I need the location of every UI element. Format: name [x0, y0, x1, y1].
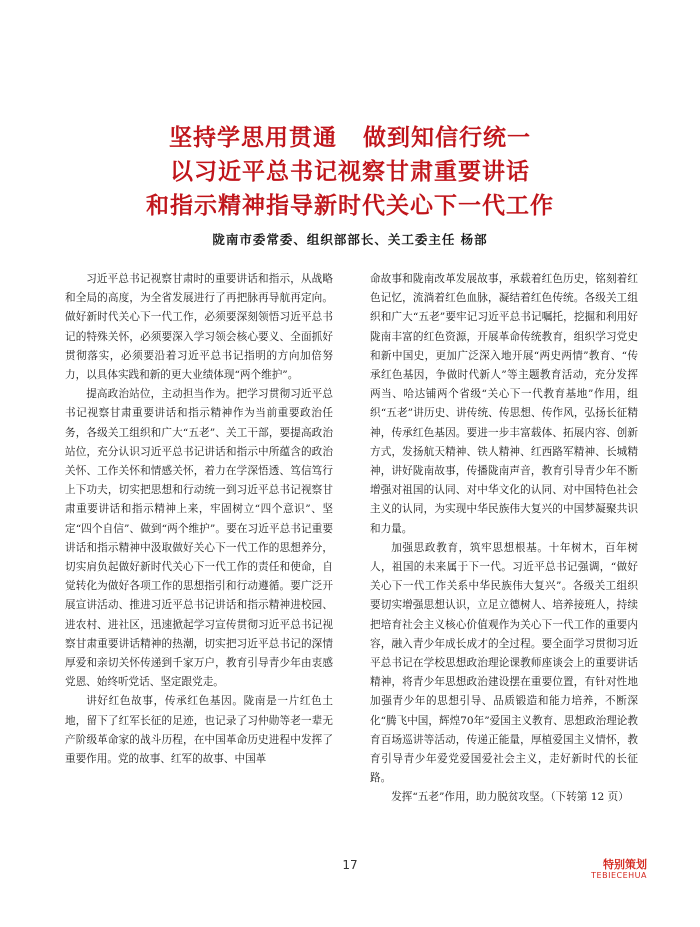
right-column — [370, 270, 638, 808]
page-number: 17 — [342, 858, 358, 872]
title-line-1-part-a: 坚持学思用贯通 — [169, 124, 337, 151]
section-name: 特别策划 — [603, 858, 647, 871]
section-brand — [591, 858, 647, 881]
section-name-pinyin: TEBIECEHUA — [591, 871, 647, 880]
paragraph: 习近平总书记视察甘肃时的重要讲话和指示，从战略和全局的高度，为全省发展进行了再把脉再导航再定向。做好新时代关心下一代工作，必须要深刻领悟习近平总书记的特殊关怀，必须要深入学习领会核心要义、全面抓好贯彻落实，必须要沿着习近平总书记指明的方向加倍努力，以具体实践和新的更大业绩体现“两个维护”。 — [65, 273, 333, 382]
paragraph: 提高政治站位，主动担当作为。把学习贯彻习近平总书记视察甘肃重要讲话和指示精神作为当前重要政治任务，各级关工组织和广大“五老”、关工干部，要提高政治站位，充分认识习近平总书记讲话和指示中所蕴含的政治关怀、工作关怀和情感关怀，着力在学深悟透、笃信笃行上下功夫，切实把思想和行动统一到习近平总书记视察甘肃重要讲话和指示精神上来，牢固树立“四个意识”、坚定“四个自信”、做到“两个维护”。要在习近平总书记重要讲话和指示精神中汲取做好关心下一代工作的思想养分，切实肩负起做好新时代关心下一代工作的责任和使命，自觉转化为做好各项工作的思想指引和行动遵循。要广泛开展宣讲活动、推进习近平总书记讲话和指示精神进校园、进农村、进社区，迅速掀起学习宣传贯彻习近平总书记视察甘肃重要讲话精神的热潮，切实把习近平总书记的深情厚爱和亲切关怀传递到千家万户，教育引导青少年由衷感党恩、始终听党话、坚定跟党走。 — [65, 388, 333, 689]
paragraph: 加强思政教育，筑牢思想根基。十年树木，百年树人，祖国的未来属于下一代。习近平总书记强调，“做好关心下一代工作关系中华民族伟大复兴”。各级关工组织要切实增强思想认识，立足立德树人、培养接班人，持续把培育社会主义核心价值观作为关心下一代工作的重要内容，融入青少年成长成才的全过程。要全面学习贯彻习近平总书记在学校思想政治理论课教师座谈会上的重要讲话精神，将青少年思想政治建设摆在重要位置，有针对性地加强青少年的思想引导、品质锻造和能力培养，不断深化“腾飞中国，辉煌70年”爱国主义教育、思想政治理论教育百场巡讲等活动，传递正能量，厚植爱国主义情怀，教育引导青少年爱党爱国爱社会主义，走好新时代的长征路。 — [370, 541, 638, 785]
paragraph: 命故事和陇南改革发展故事，承载着红色历史，铭刻着红色记忆，流淌着红色血脉，凝结着红色传统。各级关工组织和广大“五老”要牢记习近平总书记嘱托，挖掘和利用好陇南丰富的红色资源，开展革命传统教育，组织学习党史和新中国史，更加广泛深入地开展“两史两情”教育、“传承红色基因，争做时代新人”等主题教育活动，充分发挥两当、哈达铺两个省级“关心下一代教育基地”作用，组织“五老”讲历史、讲传统、传思想、传作风，弘扬长征精神，传承红色基因。要进一步丰富载体、拓展内容、创新方式，发扬航天精神、铁人精神、红西路军精神、长城精神，讲好陇南故事，传播陇南声音，教育引导青少年不断增强对祖国的认同、对中华文化的认同、对中国特色社会主义的认同，为实现中华民族伟大复兴的中国梦凝聚共识和力量。 — [370, 273, 638, 535]
article-title-line-2: 以习近平总书记视察甘肃重要讲话 — [170, 158, 530, 185]
article-title-line-3: 和指示精神指导新时代关心下一代工作 — [146, 192, 554, 219]
paragraph: 讲好红色故事，传承红色基因。陇南是一片红色土地，留下了红军长征的足迹，也记录了习仲勋等老一辈无产阶级革命家的战斗历程，在中国革命历史进程中发挥了重要作用。党的故事、红军的故事、中国革 — [65, 695, 333, 766]
title-line-1-part-b: 做到知信行统一 — [363, 124, 531, 151]
paragraph: 发挥“五老”作用，助力脱贫攻坚。（下转第 12 页） — [391, 791, 629, 804]
left-column — [65, 270, 333, 769]
article-title-line-1 — [0, 122, 700, 153]
author-byline: 陇南市委常委、组织部部长、关工委主任 杨部 — [212, 232, 488, 247]
